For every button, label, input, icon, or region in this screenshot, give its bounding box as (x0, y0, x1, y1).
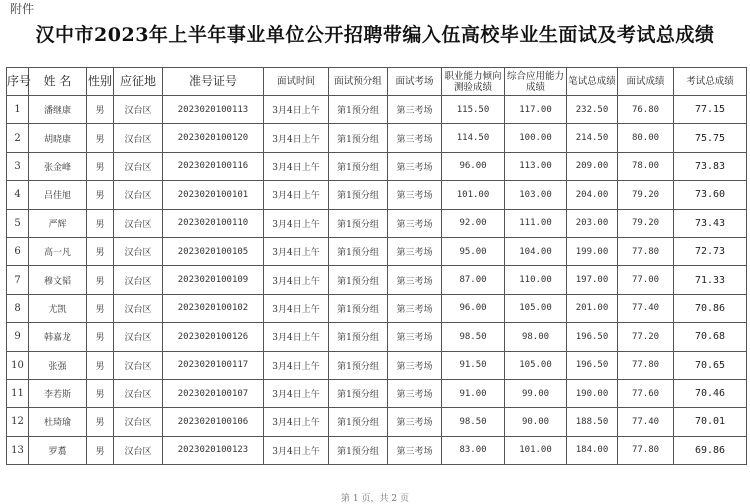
cell-interview: 77.40 (618, 408, 674, 436)
cell-ticket: 2023020100116 (163, 152, 264, 180)
cell-seq: 2 (7, 124, 29, 152)
cell-name: 高一凡 (29, 237, 87, 265)
table-row (7, 96, 747, 124)
cell-interview: 77.80 (618, 237, 674, 265)
cell-gender: 男 (87, 294, 114, 322)
cell-gender: 男 (87, 266, 114, 294)
header-seq: 序号 (7, 68, 29, 96)
cell-total: 70.86 (674, 294, 747, 322)
header-written: 笔试总成绩 (567, 68, 618, 96)
cell-name: 李若斯 (29, 379, 87, 407)
cell-written: 196.50 (567, 323, 618, 351)
cell-name: 张强 (29, 351, 87, 379)
cell-group: 第1预分组 (329, 124, 388, 152)
cell-group: 第1预分组 (329, 379, 388, 407)
results-table (6, 67, 747, 465)
cell-interview: 77.40 (618, 294, 674, 322)
cell-interview: 80.00 (618, 124, 674, 152)
cell-group: 第1预分组 (329, 209, 388, 237)
cell-total: 70.68 (674, 323, 747, 351)
cell-group: 第1预分组 (329, 294, 388, 322)
cell-comprehensive: 103.00 (505, 181, 567, 209)
cell-ticket: 2023020100120 (163, 124, 264, 152)
cell-district: 汉台区 (114, 408, 163, 436)
cell-total: 70.65 (674, 351, 747, 379)
annex-label: 附件 (10, 2, 35, 16)
cell-group: 第1预分组 (329, 351, 388, 379)
table-row (7, 379, 747, 407)
table-row (7, 237, 747, 265)
cell-comprehensive: 104.00 (505, 237, 567, 265)
cell-interview: 79.20 (618, 209, 674, 237)
cell-interview: 77.80 (618, 351, 674, 379)
table-row (7, 408, 747, 436)
cell-total: 70.46 (674, 379, 747, 407)
cell-interview: 77.60 (618, 379, 674, 407)
cell-comprehensive: 117.00 (505, 96, 567, 124)
cell-written: 214.50 (567, 124, 618, 152)
cell-time: 3月4日上午 (264, 408, 329, 436)
cell-written: 196.50 (567, 351, 618, 379)
cell-name: 尤凯 (29, 294, 87, 322)
table-row (7, 351, 747, 379)
cell-room: 第三考场 (388, 351, 442, 379)
cell-comprehensive: 101.00 (505, 436, 567, 464)
header-group: 面试预分组 (329, 68, 388, 96)
cell-time: 3月4日上午 (264, 294, 329, 322)
cell-aptitude: 92.00 (442, 209, 505, 237)
cell-comprehensive: 98.00 (505, 323, 567, 351)
table-row (7, 266, 747, 294)
cell-district: 汉台区 (114, 351, 163, 379)
cell-ticket: 2023020100109 (163, 266, 264, 294)
cell-room: 第三考场 (388, 181, 442, 209)
cell-time: 3月4日上午 (264, 351, 329, 379)
cell-time: 3月4日上午 (264, 323, 329, 351)
cell-aptitude: 96.00 (442, 294, 505, 322)
header-interview-score: 面试成绩 (618, 68, 674, 96)
cell-comprehensive: 113.00 (505, 152, 567, 180)
cell-seq: 10 (7, 351, 29, 379)
cell-total: 69.86 (674, 436, 747, 464)
table-header-row (7, 68, 747, 96)
cell-seq: 12 (7, 408, 29, 436)
cell-gender: 男 (87, 408, 114, 436)
cell-written: 190.00 (567, 379, 618, 407)
cell-total: 75.75 (674, 124, 747, 152)
cell-seq: 1 (7, 96, 29, 124)
cell-group: 第1预分组 (329, 152, 388, 180)
cell-district: 汉台区 (114, 96, 163, 124)
cell-ticket: 2023020100110 (163, 209, 264, 237)
cell-written: 199.00 (567, 237, 618, 265)
cell-room: 第三考场 (388, 294, 442, 322)
header-room: 面试考场 (388, 68, 442, 96)
cell-ticket: 2023020100126 (163, 323, 264, 351)
cell-seq: 3 (7, 152, 29, 180)
cell-time: 3月4日上午 (264, 96, 329, 124)
cell-room: 第三考场 (388, 266, 442, 294)
cell-ticket: 2023020100113 (163, 96, 264, 124)
cell-group: 第1预分组 (329, 436, 388, 464)
cell-district: 汉台区 (114, 152, 163, 180)
cell-gender: 男 (87, 209, 114, 237)
header-ticket: 准号证号 (163, 68, 264, 96)
cell-total: 72.73 (674, 237, 747, 265)
cell-group: 第1预分组 (329, 237, 388, 265)
table-row (7, 294, 747, 322)
table-row (7, 209, 747, 237)
cell-gender: 男 (87, 436, 114, 464)
cell-aptitude: 98.50 (442, 408, 505, 436)
cell-room: 第三考场 (388, 379, 442, 407)
cell-time: 3月4日上午 (264, 181, 329, 209)
cell-seq: 8 (7, 294, 29, 322)
cell-name: 严辉 (29, 209, 87, 237)
cell-interview: 77.00 (618, 266, 674, 294)
cell-district: 汉台区 (114, 323, 163, 351)
cell-written: 203.00 (567, 209, 618, 237)
cell-gender: 男 (87, 379, 114, 407)
cell-interview: 79.20 (618, 181, 674, 209)
cell-district: 汉台区 (114, 209, 163, 237)
cell-aptitude: 96.00 (442, 152, 505, 180)
cell-aptitude: 101.00 (442, 181, 505, 209)
cell-room: 第三考场 (388, 152, 442, 180)
table-row (7, 152, 747, 180)
header-district: 应征地 (114, 68, 163, 96)
cell-interview: 77.80 (618, 436, 674, 464)
document-title: 汉中市2023年上半年事业单位公开招聘带编入伍高校毕业生面试及考试总成绩 (35, 24, 715, 46)
cell-ticket: 2023020100102 (163, 294, 264, 322)
table-row (7, 181, 747, 209)
cell-district: 汉台区 (114, 237, 163, 265)
cell-gender: 男 (87, 124, 114, 152)
cell-gender: 男 (87, 181, 114, 209)
cell-written: 209.00 (567, 152, 618, 180)
cell-gender: 男 (87, 323, 114, 351)
cell-ticket: 2023020100117 (163, 351, 264, 379)
cell-room: 第三考场 (388, 237, 442, 265)
cell-total: 73.83 (674, 152, 747, 180)
cell-name: 潘继康 (29, 96, 87, 124)
cell-seq: 5 (7, 209, 29, 237)
cell-district: 汉台区 (114, 436, 163, 464)
cell-seq: 6 (7, 237, 29, 265)
cell-time: 3月4日上午 (264, 436, 329, 464)
cell-time: 3月4日上午 (264, 152, 329, 180)
cell-comprehensive: 90.00 (505, 408, 567, 436)
cell-written: 201.00 (567, 294, 618, 322)
cell-name: 穆文韬 (29, 266, 87, 294)
page-footer: 第 1 页，共 2 页 (341, 494, 409, 504)
cell-room: 第三考场 (388, 209, 442, 237)
cell-time: 3月4日上午 (264, 237, 329, 265)
header-comprehensive: 综合应用能力成绩 (505, 68, 567, 96)
cell-name: 吕佳旭 (29, 181, 87, 209)
cell-group: 第1预分组 (329, 96, 388, 124)
cell-comprehensive: 111.00 (505, 209, 567, 237)
cell-aptitude: 95.00 (442, 237, 505, 265)
cell-seq: 9 (7, 323, 29, 351)
cell-aptitude: 91.00 (442, 379, 505, 407)
cell-interview: 78.00 (618, 152, 674, 180)
header-interview-time: 面试时间 (264, 68, 329, 96)
table-row (7, 323, 747, 351)
cell-district: 汉台区 (114, 266, 163, 294)
header-name: 姓 名 (29, 68, 87, 96)
cell-aptitude: 115.50 (442, 96, 505, 124)
cell-written: 204.00 (567, 181, 618, 209)
cell-comprehensive: 110.00 (505, 266, 567, 294)
cell-written: 232.50 (567, 96, 618, 124)
cell-name: 胡晓康 (29, 124, 87, 152)
cell-aptitude: 114.50 (442, 124, 505, 152)
cell-gender: 男 (87, 96, 114, 124)
cell-ticket: 2023020100107 (163, 379, 264, 407)
cell-time: 3月4日上午 (264, 209, 329, 237)
cell-interview: 76.80 (618, 96, 674, 124)
table-row (7, 124, 747, 152)
cell-room: 第三考场 (388, 408, 442, 436)
cell-district: 汉台区 (114, 379, 163, 407)
cell-comprehensive: 105.00 (505, 351, 567, 379)
cell-aptitude: 87.00 (442, 266, 505, 294)
table-row (7, 436, 747, 464)
cell-room: 第三考场 (388, 124, 442, 152)
cell-comprehensive: 99.00 (505, 379, 567, 407)
cell-district: 汉台区 (114, 124, 163, 152)
cell-name: 罗翥 (29, 436, 87, 464)
cell-aptitude: 91.50 (442, 351, 505, 379)
cell-room: 第三考场 (388, 436, 442, 464)
cell-gender: 男 (87, 237, 114, 265)
cell-room: 第三考场 (388, 323, 442, 351)
cell-ticket: 2023020100101 (163, 181, 264, 209)
cell-time: 3月4日上午 (264, 124, 329, 152)
cell-name: 张金峰 (29, 152, 87, 180)
header-aptitude: 职业能力倾向测验成绩 (442, 68, 505, 96)
cell-written: 197.00 (567, 266, 618, 294)
cell-seq: 11 (7, 379, 29, 407)
cell-time: 3月4日上午 (264, 266, 329, 294)
cell-ticket: 2023020100106 (163, 408, 264, 436)
cell-ticket: 2023020100105 (163, 237, 264, 265)
cell-seq: 7 (7, 266, 29, 294)
cell-interview: 77.20 (618, 323, 674, 351)
header-gender: 性别 (87, 68, 114, 96)
cell-total: 73.43 (674, 209, 747, 237)
cell-room: 第三考场 (388, 96, 442, 124)
cell-written: 184.00 (567, 436, 618, 464)
cell-name: 杜琦瑜 (29, 408, 87, 436)
cell-total: 73.60 (674, 181, 747, 209)
cell-district: 汉台区 (114, 294, 163, 322)
cell-seq: 4 (7, 181, 29, 209)
cell-group: 第1预分组 (329, 323, 388, 351)
cell-total: 70.01 (674, 408, 747, 436)
cell-ticket: 2023020100123 (163, 436, 264, 464)
cell-aptitude: 98.50 (442, 323, 505, 351)
cell-comprehensive: 105.00 (505, 294, 567, 322)
cell-total: 77.15 (674, 96, 747, 124)
cell-aptitude: 83.00 (442, 436, 505, 464)
cell-total: 71.33 (674, 266, 747, 294)
cell-group: 第1预分组 (329, 408, 388, 436)
header-total: 考试总成绩 (674, 68, 747, 96)
cell-group: 第1预分组 (329, 266, 388, 294)
cell-seq: 13 (7, 436, 29, 464)
cell-time: 3月4日上午 (264, 379, 329, 407)
cell-district: 汉台区 (114, 181, 163, 209)
cell-gender: 男 (87, 152, 114, 180)
cell-written: 188.50 (567, 408, 618, 436)
cell-name: 韩嘉龙 (29, 323, 87, 351)
cell-comprehensive: 100.00 (505, 124, 567, 152)
cell-group: 第1预分组 (329, 181, 388, 209)
cell-gender: 男 (87, 351, 114, 379)
